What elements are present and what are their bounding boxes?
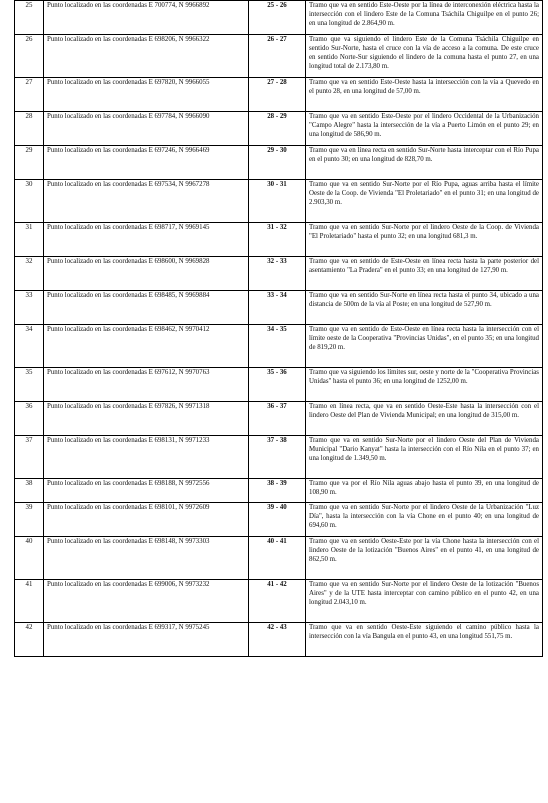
table-row	[15, 146, 543, 180]
boundary-description-document	[14, 0, 543, 657]
point-number: 32	[15, 257, 44, 291]
segment-range: 31 - 32	[249, 223, 306, 257]
point-number: 25	[15, 1, 44, 35]
point-number: 34	[15, 325, 44, 368]
segment-description: Tramo que va siguiendo los límites sur, oeste y norte de la "Cooperativa Provincias Unidas" hasta el punto 36; en una longitud de 1252,00 m.	[306, 368, 543, 402]
segment-description: Tramo que va en sentido Sur-Norte por el lindero Oeste del Plan de Vivienda Municipal "Dario Kanyat" hasta la intersección con el Río Nila en el punto 37; en una longitud de 1.349,50 m.	[306, 436, 543, 479]
point-coordinates: Punto localizado en las coordenadas E 698101, N 9972609	[44, 503, 249, 537]
table-row	[15, 325, 543, 368]
table-row	[15, 291, 543, 325]
segment-description: Tramo que va siguiendo el lindero Este de la Comuna Tsáchila Chiguilpe en sentido Sur-Norte, hasta el cruce con la vía de acceso a la comuna. De este cruce en sentido Norte-Sur siguiendo el lindero de la comuna hasta el punto 27, en una longitud total de 2.173,80 m.	[306, 35, 543, 78]
segment-description: Tramo que va en sentido Sur-Norte por el lindero Oeste de la lotización "Buenos Aires" y de la UTE hasta interceptar con camino público en el punto 42, en una longitud 2.043,10 m.	[306, 580, 543, 623]
point-coordinates: Punto localizado en las coordenadas E 698188, N 9972556	[44, 479, 249, 503]
point-coordinates: Punto localizado en las coordenadas E 698131, N 9971233	[44, 436, 249, 479]
segment-range: 41 - 42	[249, 580, 306, 623]
segment-description: Tramo que va en sentido de Este-Oeste en línea recta hasta la parte posterior del asentamiento "La Pradera" en el punto 33; en una longitud de 127,90 m.	[306, 257, 543, 291]
segment-description: Tramo que va en sentido Este-Oeste por el lindero Occidental de la Urbanización "Campo Alegre" hasta la intersección de la vía a Puerto Limón en el punto 29; en una longitud de 586,90 m.	[306, 112, 543, 146]
boundary-table-body	[15, 1, 543, 657]
point-coordinates: Punto localizado en las coordenadas E 698600, N 9969828	[44, 257, 249, 291]
point-coordinates: Punto localizado en las coordenadas E 698485, N 9969884	[44, 291, 249, 325]
segment-description: Tramo que va en línea recta en sentido Sur-Norte hasta interceptar con el Río Pupa en el punto 30; en una longitud de 828,70 m.	[306, 146, 543, 180]
segment-range: 36 - 37	[249, 402, 306, 436]
segment-range: 37 - 38	[249, 436, 306, 479]
point-coordinates: Punto localizado en las coordenadas E 697820, N 9966055	[44, 78, 249, 112]
table-row	[15, 112, 543, 146]
segment-description: Tramo que va en sentido Este-Oeste hasta la intersección con la vía a Quevedo en el punto 28, en una longitud de 57,00 m.	[306, 78, 543, 112]
point-coordinates: Punto localizado en las coordenadas E 697612, N 9970763	[44, 368, 249, 402]
point-coordinates: Punto localizado en las coordenadas E 697246, N 9966469	[44, 146, 249, 180]
segment-range: 40 - 41	[249, 537, 306, 580]
segment-range: 28 - 29	[249, 112, 306, 146]
segment-range: 25 - 26	[249, 1, 306, 35]
segment-range: 30 - 31	[249, 180, 306, 223]
segment-range: 34 - 35	[249, 325, 306, 368]
point-coordinates: Punto localizado en las coordenadas E 698462, N 9970412	[44, 325, 249, 368]
segment-description: Tramo que va en sentido Sur-Norte en línea recta hasta el punto 34, ubicado a una distancia de 500m de la vía al Poste; en una longitud de 527,90 m.	[306, 291, 543, 325]
point-coordinates: Punto localizado en las coordenadas E 699006, N 9973232	[44, 580, 249, 623]
point-number: 29	[15, 146, 44, 180]
point-coordinates: Punto localizado en las coordenadas E 699317, N 9975245	[44, 623, 249, 657]
point-number: 27	[15, 78, 44, 112]
segment-description: Tramo que va en sentido Oeste-Este siguiendo el camino público hasta la intersección con la vía Bangula en el punto 43, en una longitud 551,75 m.	[306, 623, 543, 657]
segment-description: Tramo que va en sentido Sur-Norte por el lindero Oeste de la Coop. de Vivienda "El Proletariado" hasta el punto 32; en una longitud 681,3 m.	[306, 223, 543, 257]
point-number: 36	[15, 402, 44, 436]
segment-description: Tramo que va por el Río Nila aguas abajo hasta el punto 39, en una longitud de 108,90 m.	[306, 479, 543, 503]
segment-range: 33 - 34	[249, 291, 306, 325]
segment-range: 29 - 30	[249, 146, 306, 180]
boundary-table	[14, 0, 543, 657]
segment-description: Tramo que va en sentido Este-Oeste por la línea de interconexión eléctrica hasta la intersección con el lindero Este de la Comuna Tsáchila Chiguilpe en el punto 26; en una longitud de 2.864,90 m.	[306, 1, 543, 35]
table-row	[15, 223, 543, 257]
table-row	[15, 35, 543, 78]
segment-range: 38 - 39	[249, 479, 306, 503]
point-coordinates: Punto localizado en las coordenadas E 697826, N 9971318	[44, 402, 249, 436]
point-number: 35	[15, 368, 44, 402]
table-row	[15, 180, 543, 223]
point-number: 39	[15, 503, 44, 537]
table-row	[15, 257, 543, 291]
point-number: 38	[15, 479, 44, 503]
segment-description: Tramo que va en sentido Oeste-Este por la vía Chone hasta la intersección con el lindero Oeste de la lotización "Buenos Aires" en el punto 41, en una longitud de 862,50 m.	[306, 537, 543, 580]
segment-range: 26 - 27	[249, 35, 306, 78]
segment-range: 35 - 36	[249, 368, 306, 402]
table-row	[15, 78, 543, 112]
table-row	[15, 623, 543, 657]
point-number: 30	[15, 180, 44, 223]
segment-description: Tramo que va en sentido Sur-Norte por el Río Pupa, aguas arriba hasta el límite Oeste de la Coop. de Vivienda "El Proletariado" en el punto 31; en una longitud de 2.903,30 m.	[306, 180, 543, 223]
segment-range: 32 - 33	[249, 257, 306, 291]
point-coordinates: Punto localizado en las coordenadas E 698148, N 9973303	[44, 537, 249, 580]
point-coordinates: Punto localizado en las coordenadas E 700774, N 9966892	[44, 1, 249, 35]
segment-description: Tramo que va en sentido de Este-Oeste en línea recta hasta la intersección con el límite oeste de la Cooperativa "Provincias Unidas", en el punto 35; en una longitud de 819,20 m.	[306, 325, 543, 368]
point-number: 37	[15, 436, 44, 479]
table-row	[15, 580, 543, 623]
point-number: 40	[15, 537, 44, 580]
segment-range: 42 - 43	[249, 623, 306, 657]
point-coordinates: Punto localizado en las coordenadas E 698206, N 9966322	[44, 35, 249, 78]
point-number: 26	[15, 35, 44, 78]
table-row	[15, 479, 543, 503]
segment-range: 27 - 28	[249, 78, 306, 112]
table-row	[15, 503, 543, 537]
point-number: 31	[15, 223, 44, 257]
segment-description: Tramo que va en sentido Sur-Norte por el lindero Oeste de la Urbanización "Luz Día", hasta la intersección con la vía Chone en el punto 40; en una longitud de 694,60 m.	[306, 503, 543, 537]
table-row	[15, 436, 543, 479]
segment-range: 39 - 40	[249, 503, 306, 537]
point-number: 28	[15, 112, 44, 146]
point-number: 33	[15, 291, 44, 325]
table-row	[15, 537, 543, 580]
point-coordinates: Punto localizado en las coordenadas E 697784, N 9966090	[44, 112, 249, 146]
table-row	[15, 402, 543, 436]
point-number: 41	[15, 580, 44, 623]
point-coordinates: Punto localizado en las coordenadas E 698717, N 9969145	[44, 223, 249, 257]
table-row	[15, 1, 543, 35]
point-coordinates: Punto localizado en las coordenadas E 697534, N 9967278	[44, 180, 249, 223]
point-number: 42	[15, 623, 44, 657]
table-row	[15, 368, 543, 402]
segment-description: Tramo en línea recta, que va en sentido Oeste-Este hasta la intersección con el lindero Oeste del Plan de Vivienda Municipal; en una longitud de 315,00 m.	[306, 402, 543, 436]
